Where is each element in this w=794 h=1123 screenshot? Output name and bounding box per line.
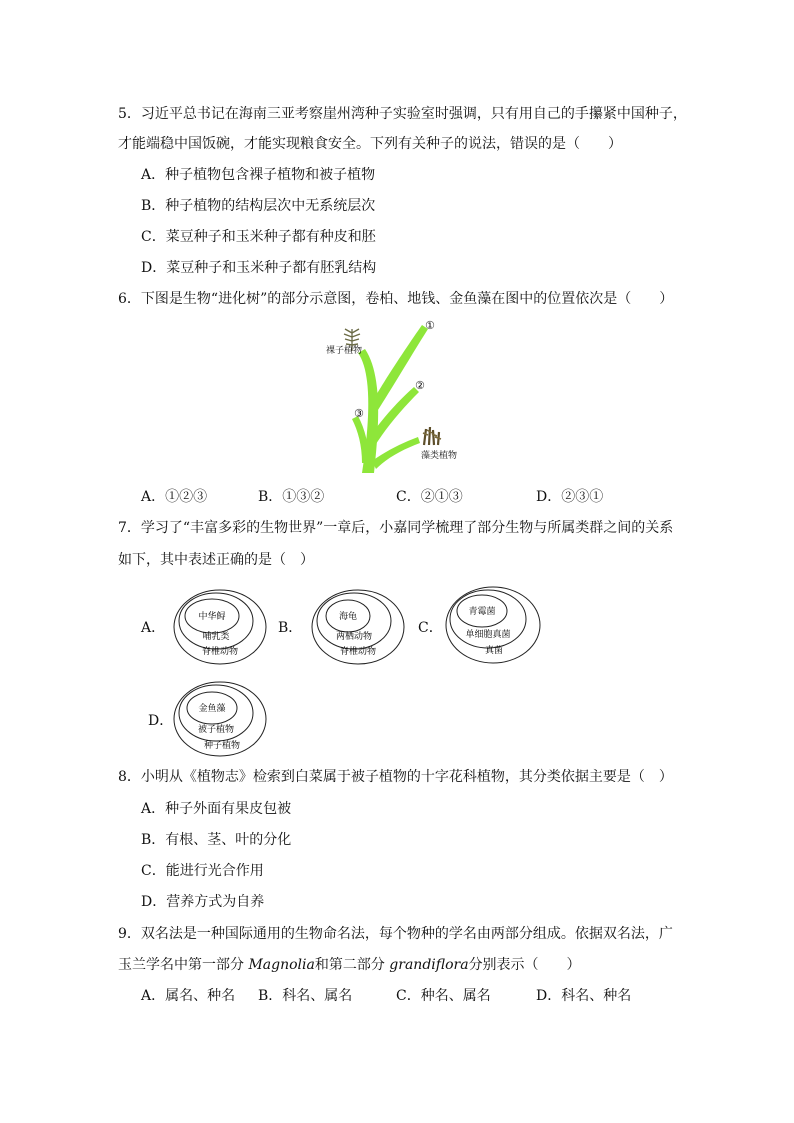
venn-diagram-d <box>172 680 268 758</box>
tree-branch-left <box>352 416 369 463</box>
q5-stem-line2: 才能端稳中国饭碗，才能实现粮食安全。下列有关种子的说法，错误的是（ ） <box>118 136 622 152</box>
venn-diagram-b <box>310 588 406 666</box>
q5-option-a: A．种子植物包含裸子植物和被子植物 <box>141 167 376 183</box>
venn-a-middle: 哺乳类 <box>202 632 230 642</box>
q6-option-c: C．②①③ <box>396 489 463 505</box>
q9-line2-part2: 和第二部分 <box>314 957 390 973</box>
venn-c-middle: 单细胞真菌 <box>465 630 511 640</box>
q8-option-c: C．能进行光合作用 <box>141 863 264 879</box>
q7-label-a: A． <box>141 620 166 636</box>
q5-option-b: B．种子植物的结构层次中无系统层次 <box>141 198 376 214</box>
q9-option-b: B．科名、属名 <box>258 988 353 1004</box>
venn-diagram-c <box>444 585 542 665</box>
moss-icon <box>423 427 441 445</box>
q9-option-c: C．种名、属名 <box>396 988 491 1004</box>
venn-a-inner: 中华鲟 <box>198 612 226 622</box>
q5-option-d: D．菜豆种子和玉米种子都有胚乳结构 <box>141 260 377 276</box>
marker-2: ② <box>415 379 425 392</box>
q5-stem-line1: 5．习近平总书记在海南三亚考察崖州湾种子实验室时强调，只有用自己的手攥紧中国种子， <box>118 106 687 122</box>
q8-option-b: B．有根、茎、叶的分化 <box>141 832 292 848</box>
q5-option-c: C．菜豆种子和玉米种子都有种皮和胚 <box>141 229 376 245</box>
tree-branch-upper <box>370 325 428 413</box>
marker-3: ③ <box>354 407 364 420</box>
q7-label-d: D． <box>148 713 174 729</box>
q9-stem-line1: 9．双名法是一种国际通用的生物命名法，每个物种的学名由两部分组成。依据双名法，广 <box>118 926 673 942</box>
q6-option-d: D．②③① <box>536 489 604 505</box>
venn-diagram-a <box>172 588 268 666</box>
q9-line2-part1: 玉兰学名中第一部分 <box>118 957 249 973</box>
q7-stem-line2: 如下，其中表述正确的是（ ） <box>118 552 314 568</box>
q6-option-b: B．①③② <box>258 489 325 505</box>
venn-c-inner: 青霉菌 <box>468 607 496 617</box>
q7-label-c: C． <box>418 620 443 636</box>
q9-stem-line2 <box>118 955 581 975</box>
venn-b-inner: 海龟 <box>338 612 358 622</box>
q9-species: grandiflora <box>389 957 469 973</box>
venn-d-middle: 被子植物 <box>197 725 235 735</box>
q6-option-a: A．①②③ <box>141 489 208 505</box>
q9-line2-part3: 分别表示（ ） <box>468 957 581 973</box>
q8-stem: 8．小明从《植物志》检索到白菜属于被子植物的十字花科植物，其分类依据主要是（ ） <box>118 769 673 785</box>
q7-stem-line1: 7．学习了“丰富多彩的生物世界”一章后，小嘉同学梳理了部分生物与所属类群之间的关系 <box>118 520 674 536</box>
q8-option-d: D．营养方式为自养 <box>141 894 265 910</box>
label-algae: 藻类植物 <box>421 451 458 461</box>
tree-branch-lower <box>372 437 420 469</box>
venn-a-outer: 脊椎动物 <box>201 647 239 657</box>
q7-label-b: B． <box>278 620 303 636</box>
q6-stem: 6．下图是生物“进化树”的部分示意图，卷柏、地钱、金鱼藻在图中的位置依次是（ ） <box>118 291 674 307</box>
venn-b-middle: 两栖动物 <box>335 632 373 642</box>
q9-genus: Magnolia <box>248 957 315 973</box>
venn-d-inner: 金鱼藻 <box>198 704 226 714</box>
venn-c-outer: 真菌 <box>484 646 504 656</box>
venn-b-outer: 脊椎动物 <box>339 647 377 657</box>
venn-d-outer: 种子植物 <box>203 741 241 751</box>
marker-1: ① <box>425 319 435 332</box>
q9-option-d: D．科名、种名 <box>536 988 632 1004</box>
q9-option-a: A．属名、种名 <box>141 988 236 1004</box>
q8-option-a: A．种子外面有果皮包被 <box>141 801 292 817</box>
evolution-tree-figure <box>318 315 478 477</box>
label-gymnosperm: 裸子植物 <box>326 346 363 356</box>
